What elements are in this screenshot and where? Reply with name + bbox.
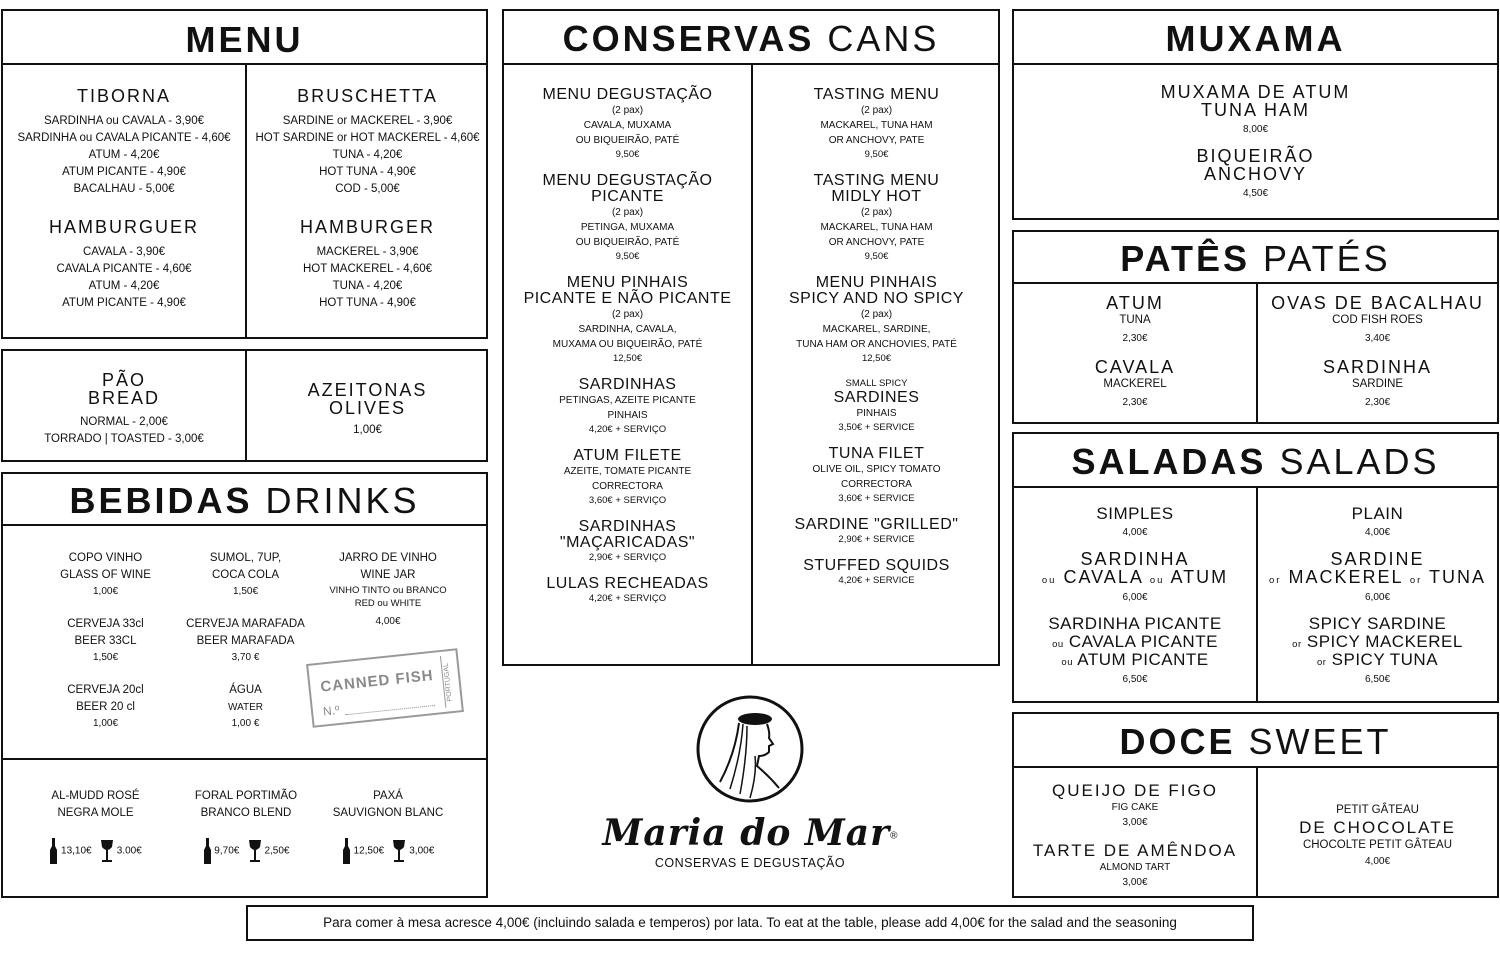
olives-block xyxy=(247,381,488,439)
cans-item-title: ATUM FILETE xyxy=(573,447,682,464)
cans-item-line: PINHAIS xyxy=(856,408,897,419)
cans-item-title: "MAÇARICADAS" xyxy=(559,534,696,551)
cans-item-price: 4,20€ + SERVIÇO xyxy=(588,593,667,604)
cans-item-line: MACKAREL, TUNA HAM xyxy=(820,120,933,131)
drink-price: 3,70 € xyxy=(231,652,260,663)
cans-item xyxy=(504,576,751,605)
menu-item: HOT TUNA - 4,90€ xyxy=(319,166,416,178)
bread-block xyxy=(3,371,245,448)
cans-item-line: AZEITE, TOMATE PICANTE xyxy=(563,466,692,477)
menu-title: MENU xyxy=(3,11,486,65)
bruschetta-title: BRUSCHETTA xyxy=(297,86,438,106)
menu-item: SARDINE or MACKEREL - 3,90€ xyxy=(282,115,453,127)
cans-item-line: SARDINHA, CAVALA, xyxy=(578,324,677,335)
menu-item: CAVALA - 3,90€ xyxy=(82,246,166,258)
salad-options: or MACKEREL or TUNA xyxy=(1269,567,1486,587)
cans-item-price: 12,50€ xyxy=(612,353,643,364)
stamp-side-text: PORTUGAL xyxy=(442,662,454,702)
wine-bottle-icon xyxy=(49,838,58,864)
menu-item: HOT MACKEREL - 4,60€ xyxy=(302,263,433,275)
drink-name-en: BEER 20 cl xyxy=(76,701,135,713)
cans-item-price: 4,20€ + SERVIÇO xyxy=(588,424,667,435)
muxama-title: MUXAMA xyxy=(1014,11,1497,65)
cans-item-price: 9,50€ xyxy=(864,149,889,160)
menu-item: TORRADO | TOASTED - 3,00€ xyxy=(44,433,204,445)
drink-name: SUMOL, 7UP, xyxy=(209,552,282,564)
wine-item xyxy=(33,788,158,864)
salad-name: SIMPLES xyxy=(1096,504,1174,523)
wine-name: AL-MUDD ROSÉ xyxy=(51,790,140,802)
cans-item-line: PETINGAS, AZEITE PICANTE xyxy=(559,395,696,406)
drink-name: COPO VINHO xyxy=(68,552,143,564)
dessert-name: TARTE DE AMÊNDOA xyxy=(1032,841,1238,860)
bottle-price: 12,50€ xyxy=(353,845,385,857)
cans-title: CONSERVAS CANS xyxy=(504,11,998,65)
cans-item-line: (2 pax) xyxy=(611,309,644,320)
salad-options: or SPICY MACKEREL xyxy=(1292,632,1463,651)
menu-item: ATUM PICANTE - 4,90€ xyxy=(62,297,186,309)
cans-item-line: OU BIQUEIRÃO, PATÉ xyxy=(575,237,680,248)
dessert-name-en: CHOCOLTE PETIT GÂTEAU xyxy=(1302,839,1453,851)
menu-item: MACKEREL - 3,90€ xyxy=(316,246,419,258)
olives-price: 1,00€ xyxy=(353,424,382,436)
cans-item xyxy=(753,446,1000,505)
cans-item-price: 3,60€ + SERVIÇO xyxy=(588,495,667,506)
cans-item-prefix: SMALL SPICY xyxy=(845,378,908,389)
sweet-title: DOCE SWEET xyxy=(1014,714,1497,768)
dessert-price: 4,00€ xyxy=(1364,856,1391,867)
cans-item-title: SARDINHAS xyxy=(578,518,677,535)
bread-title: PÃO xyxy=(101,370,146,390)
dessert-name-en: ALMOND TART xyxy=(1099,862,1171,873)
hamburguer-title: HAMBURGUER xyxy=(48,217,199,237)
cans-item xyxy=(753,87,1000,161)
pates-title: PATÊS PATÉS xyxy=(1014,232,1497,284)
salad-name: SARDINHA xyxy=(1080,549,1190,569)
salads-title: SALADAS SALADS xyxy=(1014,434,1497,488)
drink-price: 1,00€ xyxy=(92,586,119,597)
cans-item xyxy=(504,448,751,507)
cans-item-price: 4,20€ + SERVICE xyxy=(838,575,915,586)
cans-item-price: 9,50€ xyxy=(864,251,889,262)
salad-price: 4,00€ xyxy=(1364,527,1391,538)
wine-jar-block xyxy=(303,550,473,629)
menu-item: BACALHAU - 5,00€ xyxy=(73,183,175,195)
salad-options: ou ATUM PICANTE xyxy=(1061,650,1209,669)
drink-price: 1,00 € xyxy=(231,718,260,729)
cans-item-line: PETINGA, MUXAMA xyxy=(580,222,675,233)
cans-item xyxy=(753,558,1000,587)
pate-price: 2,30€ xyxy=(1364,397,1391,408)
cans-item-line: OLIVE OIL, SPICY TOMATO xyxy=(812,464,941,475)
sweet-section xyxy=(1012,712,1499,898)
cans-item-line: (2 pax) xyxy=(611,207,644,218)
pate-price: 3,40€ xyxy=(1364,333,1391,344)
cans-item-line: (2 pax) xyxy=(860,309,893,320)
wine-glass-icon xyxy=(248,839,262,863)
menu-item: ATUM PICANTE - 4,90€ xyxy=(62,166,186,178)
cans-item xyxy=(504,173,751,263)
salads-section xyxy=(1012,432,1499,703)
cans-item-price: 2,90€ + SERVICE xyxy=(838,534,915,545)
drinks-title: BEBIDAS DRINKS xyxy=(3,474,486,526)
salad-options: ou CAVALA PICANTE xyxy=(1052,632,1218,651)
brand-name: Maria do Mar xyxy=(602,812,891,854)
stamp-text: CANNED FISH xyxy=(319,666,435,696)
cans-item-line: OR ANCHOVY, PATE xyxy=(828,135,925,146)
brand-tagline: CONSERVAS E DEGUSTAÇÃO xyxy=(654,856,846,870)
tiborna-title: TIBORNA xyxy=(76,86,171,106)
salad-price: 6,50€ xyxy=(1364,674,1391,685)
drink-name-en: COCA COLA xyxy=(211,569,280,581)
wine-variety: NEGRA MOLE xyxy=(57,807,134,819)
wine-name: FORAL PORTIMÃO xyxy=(194,790,298,802)
cans-item-price: 2,90€ + SERVIÇO xyxy=(588,552,667,563)
wine-glass-icon xyxy=(100,839,114,863)
menu-item: ATUM - 4,20€ xyxy=(88,280,160,292)
cans-item-line: (2 pax) xyxy=(611,105,644,116)
cans-item-title: STUFFED SQUIDS xyxy=(803,557,950,574)
muxama-item-title: BIQUEIRÃO xyxy=(1196,146,1315,166)
wine-glass-icon xyxy=(392,839,406,863)
cans-pt-column xyxy=(504,87,751,605)
drink-name-en: WATER xyxy=(228,702,263,713)
pates-section xyxy=(1012,230,1499,424)
cans-item-title: MENU DEGUSTAÇÃO xyxy=(542,172,713,189)
pate-price: 2,30€ xyxy=(1122,333,1148,344)
drink-price: 1,50€ xyxy=(232,586,259,597)
dessert-price: 3,00€ xyxy=(1122,817,1148,828)
menu-item: CAVALA PICANTE - 4,60€ xyxy=(56,263,192,275)
salad-options: ou CAVALA ou ATUM xyxy=(1041,567,1229,587)
cans-item-title: MIDLY HOT xyxy=(831,188,922,205)
menu-item: SARDINHA ou CAVALA PICANTE - 4,60€ xyxy=(17,132,231,144)
cans-item-line: TUNA HAM OR ANCHOVIES, PATÉ xyxy=(796,339,957,350)
drink-name: JARRO DE VINHO xyxy=(339,552,437,564)
cans-section xyxy=(502,9,1000,666)
cans-item xyxy=(753,517,1000,546)
cans-item-line: MACKAREL, SARDINE, xyxy=(822,324,931,335)
menu-item: ATUM - 4,20€ xyxy=(88,149,160,161)
salads-left xyxy=(1014,506,1256,691)
drink-name: CERVEJA MARAFADA xyxy=(186,618,305,630)
table-service-note: Para comer à mesa acresce 4,00€ (incluindo salada e temperos) por lata. To eat at the table, please add 4,00€ for the salad and the seasoning xyxy=(246,905,1254,941)
glass-price: 2,50€ xyxy=(264,845,290,857)
cans-item-title: PICANTE xyxy=(591,188,664,205)
cans-item xyxy=(504,377,751,436)
menu-item: HOT SARDINE or HOT MACKEREL - 4,60€ xyxy=(255,132,480,144)
drink-name: CERVEJA 33cl xyxy=(67,618,144,630)
dessert-name-en: FIG CAKE xyxy=(1111,802,1159,813)
salad-price: 6,00€ xyxy=(1122,592,1148,603)
cans-item-price: 9,50€ xyxy=(615,251,640,262)
registered-mark: ® xyxy=(890,830,898,842)
muxama-item-title: MUXAMA DE ATUM xyxy=(1160,82,1351,102)
salads-right xyxy=(1258,506,1497,691)
drink-price: 4,00€ xyxy=(375,616,401,627)
salad-price: 6,50€ xyxy=(1122,674,1148,685)
cans-item-line: OU BIQUEIRÃO, PATÉ xyxy=(575,135,680,146)
muxama-section xyxy=(1012,9,1499,220)
dessert-name: DE CHOCOLATE xyxy=(1299,818,1456,837)
wine-item xyxy=(323,788,453,864)
menu-section xyxy=(1,9,488,339)
salad-name: SARDINE xyxy=(1330,549,1425,569)
cans-item-line: (2 pax) xyxy=(860,207,893,218)
cans-item-title: MENU DEGUSTAÇÃO xyxy=(542,86,713,103)
cans-item-title: MENU PINHAIS xyxy=(815,274,938,291)
cans-item xyxy=(753,173,1000,263)
cans-item-title: TUNA FILET xyxy=(828,445,925,462)
pate-name-en: COD FISH ROES xyxy=(1332,314,1423,326)
drink-name-en: GLASS OF WINE xyxy=(60,569,151,581)
pate-name: OVAS DE BACALHAU xyxy=(1271,293,1484,313)
olives-title: AZEITONAS xyxy=(307,380,428,400)
bread-title-en: BREAD xyxy=(87,388,160,408)
cans-item xyxy=(504,519,751,564)
drink-price: 1,00€ xyxy=(92,718,119,729)
tiborna-block xyxy=(3,87,245,312)
cans-item xyxy=(504,87,751,161)
cans-item-title: SARDINHAS xyxy=(578,376,677,393)
dessert-price: 3,00€ xyxy=(1122,877,1148,888)
sweet-right xyxy=(1258,802,1497,869)
pate-name: SARDINHA xyxy=(1322,357,1432,377)
drink-detail: RED ou WHITE xyxy=(354,598,422,609)
muxama-item-title-en: TUNA HAM xyxy=(1200,100,1310,120)
bottle-price: 9,70€ xyxy=(214,845,240,857)
salad-name: SARDINHA PICANTE xyxy=(1048,614,1222,633)
salad-name: PLAIN xyxy=(1351,504,1404,523)
brand-logo xyxy=(600,694,900,880)
glass-price: 3.00€ xyxy=(116,845,142,857)
cans-item xyxy=(753,275,1000,365)
wine-variety: SAUVIGNON BLANC xyxy=(332,807,444,819)
cans-en-column xyxy=(753,87,1000,587)
cans-item-title: TASTING MENU xyxy=(813,86,940,103)
pate-price: 2,30€ xyxy=(1122,397,1148,408)
menu-item: TUNA - 4,20€ xyxy=(332,280,403,292)
salad-name: SPICY SARDINE xyxy=(1308,614,1447,633)
menu-item: SARDINHA ou CAVALA - 3,90€ xyxy=(43,115,204,127)
dessert-name: PETIT GÂTEAU xyxy=(1336,804,1419,816)
maria-do-mar-emblem-icon xyxy=(695,694,805,804)
wine-bottle-icon xyxy=(203,838,212,864)
cans-item-price: 12,50€ xyxy=(861,353,892,364)
drink-name-en: BEER MARAFADA xyxy=(196,635,295,647)
bruschetta-block xyxy=(247,87,488,312)
pate-name-en: SARDINE xyxy=(1351,378,1404,390)
menu-item: TUNA - 4,20€ xyxy=(332,149,403,161)
cans-item-title: TASTING MENU xyxy=(813,172,940,189)
cans-item xyxy=(504,275,751,365)
wine-item xyxy=(181,788,311,864)
wine-variety: BRANCO BLEND xyxy=(200,807,292,819)
drink-name: CERVEJA 20cl xyxy=(67,684,144,696)
cans-item-line: OR ANCHOVY, PATE xyxy=(828,237,925,248)
drink-price: 1,50€ xyxy=(92,652,119,663)
salad-price: 4,00€ xyxy=(1122,527,1148,538)
sweet-left xyxy=(1014,782,1256,890)
cans-item-line: (2 pax) xyxy=(860,105,893,116)
menu-item: COD - 5,00€ xyxy=(335,183,400,195)
cans-item-title: PICANTE E NÃO PICANTE xyxy=(523,290,732,307)
cans-item-price: 9,50€ xyxy=(615,149,640,160)
salad-options: or SPICY TUNA xyxy=(1316,650,1439,669)
menu-item: NORMAL - 2,00€ xyxy=(80,416,168,428)
cans-item-line: PINHAIS xyxy=(607,410,648,421)
cans-item-title: LULAS RECHEADAS xyxy=(546,575,709,592)
pate-name: ATUM xyxy=(1106,293,1164,313)
drink-name-en: WINE JAR xyxy=(360,569,416,581)
glass-price: 3,00€ xyxy=(409,845,435,857)
stamp-number-label: N.º xyxy=(322,702,341,719)
wine-bottle-icon xyxy=(342,838,351,864)
cans-item-title: SARDINES xyxy=(833,389,920,406)
cans-item-line: MUXAMA OU BIQUEIRÃO, PATÉ xyxy=(552,339,703,350)
salad-price: 6,00€ xyxy=(1364,592,1391,603)
cans-item-title: MENU PINHAIS xyxy=(566,274,689,291)
cans-item-title: SPICY AND NO SPICY xyxy=(789,290,964,307)
cans-item-title: SARDINE "GRILLED" xyxy=(794,516,959,533)
pate-name-en: MACKEREL xyxy=(1103,378,1167,390)
muxama-items xyxy=(1014,83,1497,205)
bottle-price: 13,10€ xyxy=(61,845,92,857)
cans-item xyxy=(753,377,1000,434)
pate-name-en: TUNA xyxy=(1119,314,1151,326)
cans-item-line: CORRECTORA xyxy=(592,481,663,492)
hamburger-title: HAMBURGER xyxy=(299,217,435,237)
menu-item: HOT TUNA - 4,90€ xyxy=(319,297,416,309)
pates-left xyxy=(1014,294,1256,412)
drink-name: ÁGUA xyxy=(229,684,262,696)
drink-detail: VINHO TINTO ou BRANCO xyxy=(329,585,447,596)
dessert-name: QUEIJO DE FIGO xyxy=(1052,781,1218,800)
cans-item-line: CORRECTORA xyxy=(841,479,912,490)
cans-item-price: 3,60€ + SERVICE xyxy=(838,493,915,504)
muxama-item-price: 4,50€ xyxy=(1242,188,1269,199)
wine-name: PAXÁ xyxy=(373,790,403,802)
muxama-item-price: 8,00€ xyxy=(1242,124,1269,135)
pates-right xyxy=(1258,294,1497,412)
cans-item-line: MACKAREL, TUNA HAM xyxy=(820,222,933,233)
drink-name-en: BEER 33CL xyxy=(74,635,137,647)
bread-olives-section xyxy=(1,349,488,462)
cans-item-line: CAVALA, MUXAMA xyxy=(583,120,672,131)
olives-title-en: OLIVES xyxy=(328,398,407,418)
pate-name: CAVALA xyxy=(1094,357,1176,377)
muxama-item-title-en: ANCHOVY xyxy=(1203,164,1307,184)
drinks-section xyxy=(1,472,488,898)
cans-item-price: 3,50€ + SERVICE xyxy=(838,422,915,433)
